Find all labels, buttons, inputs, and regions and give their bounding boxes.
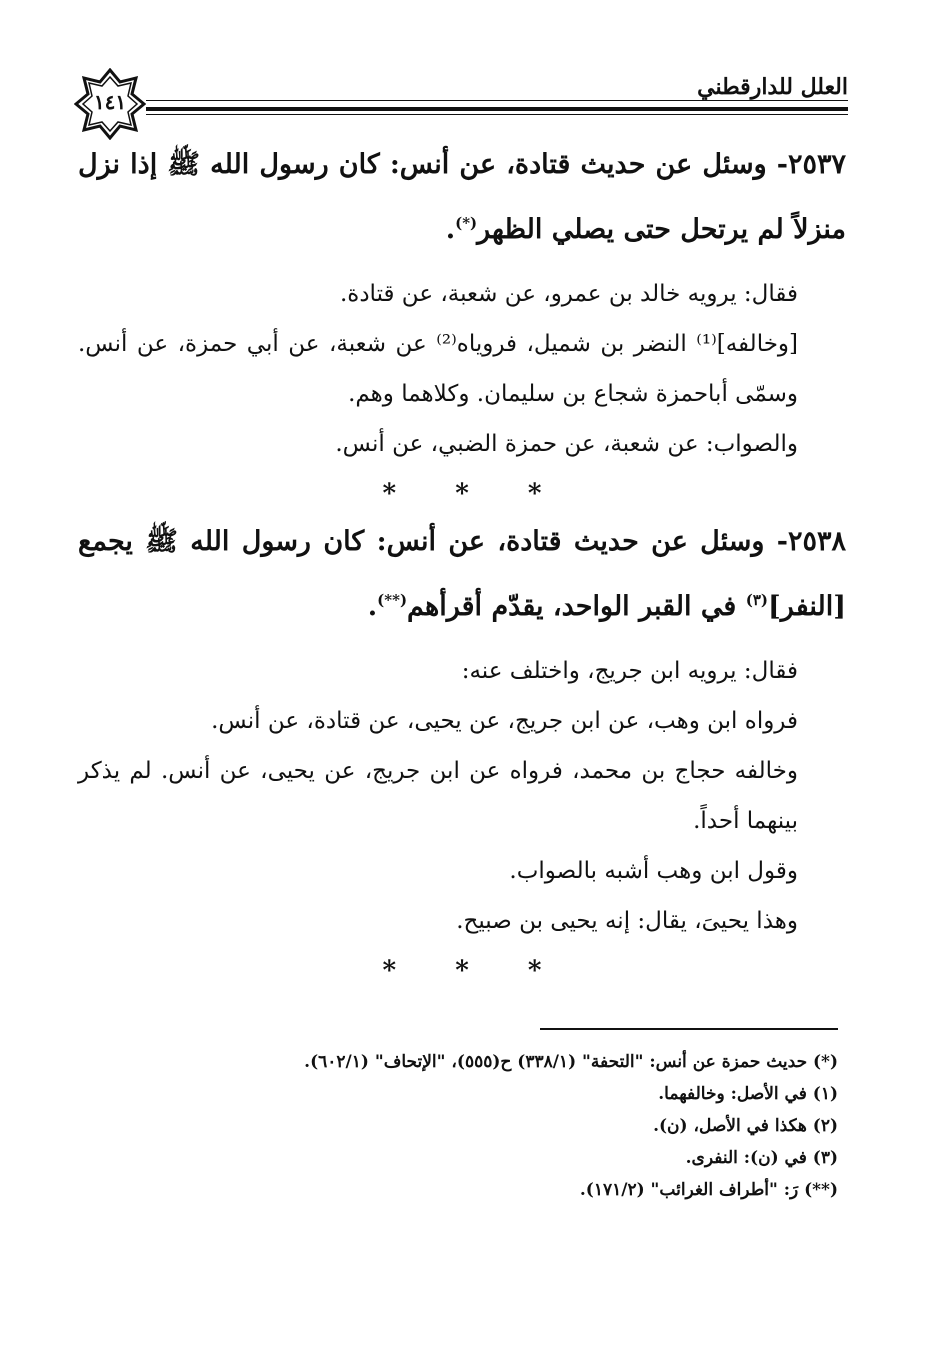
entry-title-text: ٢٥٣٨- وسئل عن حديث قتادة، عن أنس: كان رسول الله ﷺ يجمع [النفر] bbox=[78, 526, 846, 622]
paragraph: فقال: يرويه خالد بن عمرو، عن شعبة، عن قتادة. bbox=[339, 281, 798, 307]
header-rule-thin bbox=[146, 114, 848, 115]
page-number-badge bbox=[74, 68, 146, 140]
footnote-marker: (**) bbox=[377, 591, 408, 609]
paragraph: وقول ابن وهب أشبه بالصواب. bbox=[509, 858, 798, 884]
section-separator: * * * bbox=[382, 479, 542, 509]
section-separator: * * * bbox=[382, 956, 542, 986]
paragraph: والصواب: عن شعبة، عن حمزة الضبي، عن أنس. bbox=[335, 431, 798, 457]
footnote-marker: (*) bbox=[455, 214, 478, 232]
page-content bbox=[78, 136, 846, 990]
footnote: (٢) هكذا في الأصل، (ن). bbox=[653, 1116, 838, 1136]
footnote-marker: (٣) bbox=[745, 591, 769, 609]
entry-title bbox=[78, 513, 846, 636]
book-title: العلل للدارقطني bbox=[697, 74, 848, 100]
paragraph: فقال: يرويه ابن جريج، واختلف عنه: bbox=[461, 658, 798, 684]
entry-2538 bbox=[78, 513, 846, 990]
footnotes bbox=[160, 1046, 838, 1206]
entry-title bbox=[78, 136, 846, 259]
header-rule-thick bbox=[146, 107, 848, 111]
paragraph: وهذا يحيىَ، يقال: إنه يحيى بن صبيح. bbox=[456, 908, 798, 934]
page-number: ١٤١ bbox=[93, 90, 127, 114]
entry-title-text-cont: في القبر الواحد، يقدّم أقرأهم bbox=[407, 591, 746, 622]
entry-title-end: . bbox=[367, 591, 378, 622]
footnote: (٣) في (ن): النفرى. bbox=[685, 1148, 838, 1168]
paragraph: [وخالفه]⁽¹⁾ النضر بن شميل، فروياه⁽²⁾ عن شعبة، عن أبي حمزة، عن أنس. وسمّى أباحمزة شجاع بن سليمان. وكلاهما وهم. bbox=[78, 331, 798, 407]
header-rule-top bbox=[146, 100, 848, 101]
entry-2537 bbox=[78, 136, 846, 513]
footnote: (**) رَ: "أطراف الغرائب" (١٧١/٢). bbox=[579, 1180, 838, 1200]
paragraph: وخالفه حجاج بن محمد، فرواه عن ابن جريج، عن يحيى، عن أنس. لم يذكر بينهما أحداً. bbox=[78, 758, 798, 834]
paragraph: فرواه ابن وهب، عن ابن جريج، عن يحيى، عن قتادة، عن أنس. bbox=[211, 708, 798, 734]
footnote: (١) في الأصل: وخالفهما. bbox=[658, 1084, 838, 1104]
entry-title-end: . bbox=[445, 214, 456, 245]
footnote-divider bbox=[540, 1028, 838, 1030]
page-header bbox=[0, 60, 930, 140]
entry-title-text: ٢٥٣٧- وسئل عن حديث قتادة، عن أنس: كان رسول الله ﷺ إذا نزل منزلاً لم يرتحل حتى يصلي الظهر bbox=[78, 149, 846, 245]
footnote: (*) حديث حمزة عن أنس: "التحفة" (٣٣٨/١) ح(٥٥٥)، "الإتحاف" (٦٠٢/١). bbox=[304, 1052, 838, 1072]
